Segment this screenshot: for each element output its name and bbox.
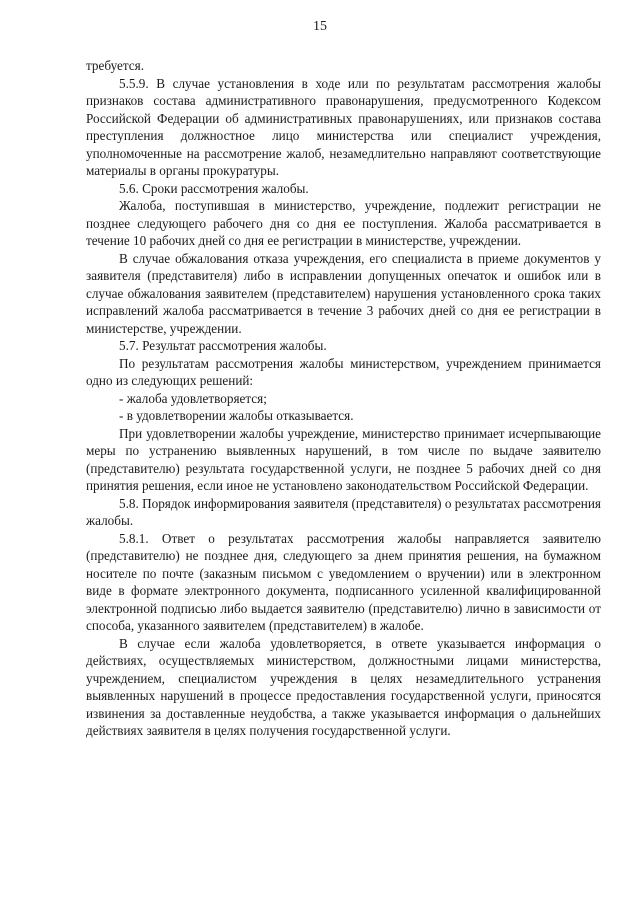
paragraph-refusal-appeal: В случае обжалования отказа учреждения, его специалиста в приеме документов у заявителя (представителя) либо в исправлении допущенных опечаток и ошибок или в случае обжалования заявителем (представителем) нарушения установленного срока таких исправлений жалоба рассматривается в течение 3 рабочих дней со дня ее регистрации в министерстве, учреждении. (86, 250, 601, 336)
paragraph-response-content: В случае если жалоба удовлетворяется, в ответе указывается информация о действиях, осуществляемых министерством, должностными лицами министерства, учреждением, специалистом учреждения в целях незамедлительного устранения выявленных нарушений в процессе предоставления государственной услуги, приносятся извинения за доставленные неудобства, а также указывается информация о дальнейших действиях заявителя в целях получения государственной услуги. (86, 635, 601, 738)
page-number: 15 (313, 19, 327, 34)
list-item-satisfied: - жалоба удовлетворяется; (119, 390, 267, 406)
section-heading-5-7: 5.7. Результат рассмотрения жалобы. (119, 338, 327, 353)
list-item-refused: - в удовлетворении жалобы отказывается. (119, 408, 354, 423)
paragraph-registration-deadline: Жалоба, поступившая в министерство, учреждение, подлежит регистрации не позднее следующего рабочего дня со дня ее поступления. Жалоба рассматривается в течение 10 рабочих дней со дня ее регистрации в министерстве, учреждении. (86, 198, 601, 248)
paragraph-continuation: требуется. (86, 58, 144, 73)
paragraph-5-8-1: 5.8.1. Ответ о результатах рассмотрения жалобы направляется заявителю (представителю) не позднее дня, следующего за днем принятия решения, на бумажном носителе по почте (заказным письмом с уведомлением о вручении) или в электронном виде в формате электронного документа, подписанного усиленной квалифицированной электронной подписью либо выдается заявителю (представителю) лично в зависимости от способа, указанного заявителем (представителем) в жалобе. (86, 530, 601, 633)
paragraph-decisions-intro: По результатам рассмотрения жалобы министерством, учреждением принимается одно из следующих решений: (86, 355, 601, 388)
paragraph-5-5-9: 5.5.9. В случае установления в ходе или по результатам рассмотрения жалобы признаков состава административного правонарушения, предусмотренного Кодексом Российской Федерации об административных правонарушениях, или признаков состава преступления должностное лицо министерства или специалист учреждения, уполномоченные на рассмотрение жалоб, незамедлительно направляют соответствующие материалы в органы прокуратуры. (86, 75, 601, 178)
section-heading-5-8: 5.8. Порядок информирования заявителя (представителя) о результатах рассмотрения жалобы. (86, 495, 601, 528)
paragraph-satisfaction-measures: При удовлетворении жалобы учреждение, министерство принимает исчерпывающие меры по устранению выявленных нарушений, в том числе по выдаче заявителю (представителю) результата государственной услуги, не позднее 5 рабочих дней со дня принятия решения, если иное не установлено законодательством Российской Федерации. (86, 425, 601, 493)
document-body (86, 57, 601, 740)
section-heading-5-6: 5.6. Сроки рассмотрения жалобы. (119, 180, 309, 196)
